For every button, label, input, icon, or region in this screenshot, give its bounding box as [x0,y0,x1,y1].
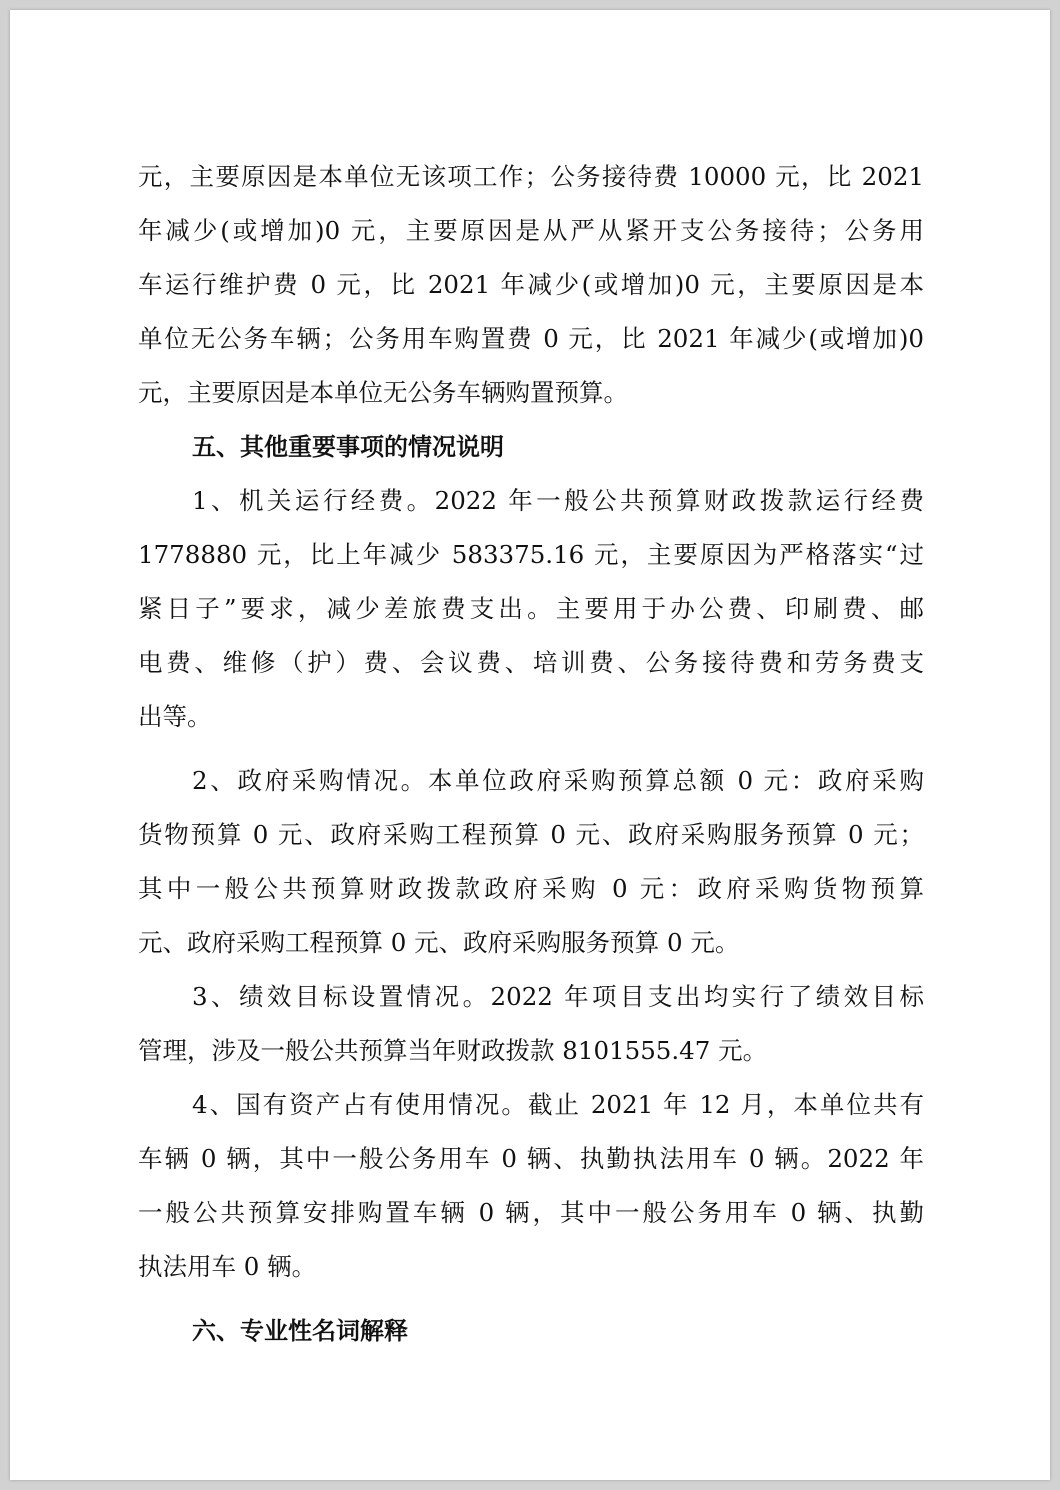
document-body [138,150,924,1358]
text-line: 车辆 0 辆，其中一般公务用车 0 辆、执勤执法用车 0 辆。2022 年 [138,1144,924,1173]
paragraph-state-assets [138,1078,924,1294]
text-line: 车运行维护费 0 元，比 2021 年减少(或增加)0 元，主要原因是本 [138,270,924,299]
text-line: 元、政府采购工程预算 0 元、政府采购服务预算 0 元。 [138,928,740,957]
text-line: 3、绩效目标设置情况。2022 年项目支出均实行了绩效目标 [192,982,924,1011]
text-line: 单位无公务车辆；公务用车购置费 0 元，比 2021 年减少(或增加)0 [138,324,924,353]
paragraph-performance-targets [138,970,924,1078]
text-line: 1、机关运行经费。2022 年一般公共预算财政拨款运行经费 [192,486,924,515]
section-heading-other-matters: 五、其他重要事项的情况说明 [192,433,504,461]
text-line: 元，主要原因是本单位无该项工作；公务接待费 10000 元，比 2021 [138,162,924,191]
text-line: 一般公共预算安排购置车辆 0 辆，其中一般公务用车 0 辆、执勤 [138,1198,924,1227]
text-line: 元，主要原因是本单位无公务车辆购置预算。 [138,378,628,407]
section-heading-terminology: 六、专业性名词解释 [192,1317,408,1345]
text-line: 其中一般公共预算财政拨款政府采购 0 元：政府采购货物预算 [138,874,924,903]
paragraph-operating-expenses [138,474,924,744]
text-line: 2、政府采购情况。本单位政府采购预算总额 0 元：政府采购 [192,766,924,795]
text-line: 执法用车 0 辆。 [138,1252,317,1281]
text-line: 紧日子”要求，减少差旅费支出。主要用于办公费、印刷费、邮 [138,594,924,623]
text-line: 1778880 元，比上年减少 583375.16 元，主要原因为严格落实“过 [138,540,924,569]
text-line: 出等。 [138,702,212,731]
text-line: 货物预算 0 元、政府采购工程预算 0 元、政府采购服务预算 0 元； [138,820,924,849]
document-page [10,10,1050,1480]
text-line: 电费、维修（护）费、会议费、培训费、公务接待费和劳务费支 [138,648,924,677]
text-line: 4、国有资产占有使用情况。截止 2021 年 12 月，本单位共有 [192,1090,924,1119]
paragraph-government-procurement [138,754,924,970]
paragraph-public-funds-continuation [138,150,924,420]
text-line: 年减少(或增加)0 元，主要原因是从严从紧开支公务接待；公务用 [138,216,924,245]
text-line: 管理，涉及一般公共预算当年财政拨款 8101555.47 元。 [138,1036,768,1065]
